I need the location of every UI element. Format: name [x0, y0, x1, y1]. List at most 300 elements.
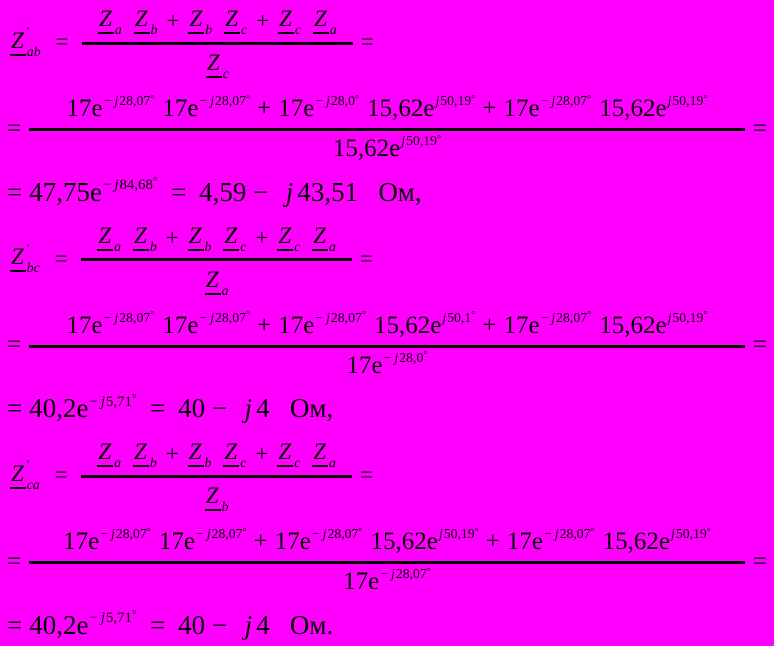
- variable-subscript: c: [240, 22, 248, 38]
- angle-value: 28,07: [119, 93, 151, 109]
- minus-sign: −: [540, 309, 549, 325]
- math-text: =: [48, 245, 74, 271]
- math-text: +: [253, 528, 268, 556]
- degree-mark: °: [703, 93, 708, 105]
- imaginary-unit: j: [114, 309, 119, 325]
- degree-mark: °: [703, 310, 708, 322]
- equation-zab-result: [4, 177, 770, 207]
- euler-base: e: [187, 95, 199, 123]
- exponent: [380, 566, 431, 582]
- magnitude-coefficient: 17: [162, 311, 188, 339]
- impedance-letter: Z: [278, 7, 294, 34]
- math-text: =: [7, 114, 22, 142]
- impedance-letter: Z: [223, 224, 239, 251]
- angle-value: 28,07: [559, 526, 591, 542]
- impedance-letter: Z: [134, 7, 150, 34]
- degree-mark: °: [131, 392, 137, 405]
- impedance-variable: [97, 438, 121, 470]
- minus-sign: −: [103, 309, 112, 325]
- euler-base: e: [303, 311, 315, 339]
- impedance-letter: Z: [98, 7, 114, 34]
- exponent: [196, 526, 247, 542]
- exponent: [89, 610, 136, 627]
- degree-mark: °: [426, 566, 431, 578]
- angle-value: 28,07: [330, 309, 362, 325]
- imaginary-unit: j: [551, 93, 556, 109]
- script-column: [329, 438, 336, 470]
- magnitude-coefficient: 15,62: [367, 95, 424, 123]
- angle-value: 50,19: [672, 309, 704, 325]
- imaginary-unit-symbol: j: [244, 609, 253, 640]
- script-column: [205, 5, 212, 37]
- variable-subscript: b: [149, 455, 157, 471]
- impedance-variable: [313, 5, 337, 37]
- degree-mark: °: [152, 176, 158, 189]
- exponential-term: [367, 95, 475, 123]
- math-text: +: [482, 95, 497, 123]
- exponential-term: [507, 528, 595, 556]
- impedance-letter: Z: [133, 224, 149, 251]
- prime-mark: ′: [26, 457, 30, 473]
- fraction: [29, 311, 745, 380]
- variable-subscript: a: [114, 22, 122, 38]
- math-text: =: [49, 29, 75, 55]
- exponent: [104, 310, 155, 326]
- variable-subscript: a: [329, 22, 337, 38]
- degree-mark: °: [146, 526, 151, 538]
- equation-zbc-expanded: [4, 311, 770, 380]
- magnitude-coefficient: 15,62: [602, 528, 659, 556]
- script-column: [150, 438, 157, 470]
- math-text: =: [752, 331, 767, 359]
- math-text: 4 Ом,: [256, 393, 334, 424]
- magnitude-coefficient: 40,2: [29, 393, 77, 424]
- imaginary-unit: j: [667, 309, 672, 325]
- math-text: =: [752, 114, 767, 142]
- magnitude-coefficient: 40,2: [29, 609, 77, 640]
- magnitude-coefficient: 17: [346, 351, 372, 379]
- impedance-variable: [205, 482, 229, 514]
- exponent: [544, 526, 595, 542]
- script-column: [150, 222, 157, 254]
- impedance-letter: Z: [133, 440, 149, 467]
- minus-sign: −: [311, 526, 320, 542]
- degree-mark: °: [706, 526, 711, 538]
- magnitude-coefficient: 15,62: [599, 95, 656, 123]
- variable-subscript: b: [221, 499, 229, 515]
- impedance-variable: [10, 459, 40, 491]
- exponential-term: [275, 528, 363, 556]
- script-column: [151, 5, 158, 37]
- degree-mark: °: [471, 93, 476, 105]
- script-column: [114, 222, 121, 254]
- variable-subscript: a: [114, 238, 122, 254]
- math-text: 40 −: [178, 393, 241, 424]
- fraction: [81, 437, 352, 513]
- exponential-term: [599, 95, 707, 123]
- fraction-denominator: [29, 131, 745, 163]
- script-column: [241, 5, 247, 37]
- script-column: [205, 222, 212, 254]
- exponent: [671, 526, 711, 542]
- fraction: [82, 4, 353, 80]
- impedance-variable: [224, 5, 247, 37]
- degree-mark: °: [437, 133, 442, 145]
- imaginary-unit: j: [110, 526, 115, 542]
- impedance-letter: Z: [313, 7, 329, 34]
- impedance-letter: Z: [188, 224, 204, 251]
- variable-subscript: c: [240, 238, 247, 254]
- minus-sign: −: [199, 93, 208, 109]
- equation-zca-result: [4, 610, 770, 640]
- exponent: [439, 526, 479, 542]
- magnitude-coefficient: 17: [503, 95, 529, 123]
- math-text: =: [360, 29, 374, 55]
- impedance-variable: [97, 222, 121, 254]
- impedance-letter: Z: [312, 224, 328, 251]
- imaginary-unit: j: [210, 93, 215, 109]
- exponential-term: [66, 309, 155, 340]
- math-text: =: [752, 547, 767, 575]
- degree-mark: °: [587, 310, 592, 322]
- variable-subscript: c: [240, 455, 247, 471]
- magnitude-coefficient: 17: [63, 528, 89, 556]
- script-column: [294, 438, 300, 470]
- exponent: [315, 93, 359, 109]
- euler-base: e: [88, 528, 100, 556]
- exponential-term: [162, 95, 250, 123]
- variable-subscript: b: [150, 22, 158, 38]
- variable-subscript: a: [221, 282, 229, 298]
- math-text: =: [7, 176, 23, 207]
- angle-value: 28,07: [327, 526, 359, 542]
- variable-subscript: b: [204, 238, 212, 254]
- magnitude-coefficient: 17: [278, 311, 304, 339]
- euler-base: e: [655, 311, 667, 339]
- math-text: +: [257, 311, 272, 339]
- angle-value: 28,07: [395, 566, 427, 582]
- degree-mark: °: [358, 526, 363, 538]
- impedance-variable: [223, 222, 246, 254]
- script-column: [222, 482, 229, 514]
- imaginary-unit: j: [114, 177, 119, 194]
- euler-base: e: [187, 311, 199, 339]
- script-column: [240, 438, 246, 470]
- degree-mark: °: [131, 609, 137, 622]
- exponent: [668, 310, 708, 326]
- script-column: [295, 5, 301, 37]
- euler-base: e: [89, 176, 102, 207]
- equation-zca-expanded: [4, 527, 770, 596]
- angle-value: 50,19: [672, 93, 704, 109]
- angle-value: 28,07: [215, 93, 246, 109]
- minus-sign: −: [315, 309, 324, 325]
- exponent: [668, 93, 708, 109]
- exponent: [442, 310, 475, 326]
- fraction-denominator: [81, 478, 352, 514]
- minus-sign: −: [543, 526, 552, 542]
- math-text: 43,51 Ом,: [297, 176, 422, 207]
- variable-subscript: a: [329, 238, 336, 254]
- minus-sign: −: [540, 93, 549, 109]
- exponential-term: [29, 610, 136, 640]
- angle-value: 5,71: [105, 393, 132, 410]
- impedance-letter: Z: [312, 440, 328, 467]
- magnitude-coefficient: 15,62: [370, 528, 427, 556]
- exponential-term: [67, 95, 155, 123]
- euler-base: e: [423, 95, 435, 123]
- euler-base: e: [91, 311, 103, 339]
- fraction-numerator: [82, 4, 353, 45]
- impedance-variable: [133, 222, 157, 254]
- math-text: +: [482, 311, 497, 339]
- impedance-variable: [188, 438, 212, 470]
- degree-mark: °: [423, 350, 428, 362]
- exponential-term: [599, 309, 708, 340]
- math-text: 4 Ом.: [256, 609, 334, 640]
- euler-base: e: [299, 528, 311, 556]
- fraction: [29, 94, 745, 163]
- impedance-letter: Z: [188, 7, 204, 34]
- impedance-letter: Z: [188, 440, 204, 467]
- impedance-letter: Z: [205, 268, 221, 295]
- minus-sign: −: [89, 610, 98, 627]
- impedance-variable: [10, 26, 41, 58]
- math-text: +: [257, 95, 272, 123]
- prime-mark: ′: [26, 240, 30, 256]
- math-text: +: [485, 528, 500, 556]
- impedance-variable: [98, 5, 122, 37]
- math-text: +: [255, 224, 269, 250]
- equation-zca-definition: [4, 437, 770, 513]
- fraction: [81, 221, 352, 297]
- exponential-term: [333, 135, 441, 163]
- exponent: [384, 350, 428, 366]
- imaginary-unit: j: [551, 309, 556, 325]
- equation-zab-expanded: [4, 94, 770, 163]
- fraction-numerator: [29, 311, 745, 348]
- script-column: [27, 26, 41, 58]
- magnitude-coefficient: 17: [66, 311, 92, 339]
- impedance-variable: [312, 222, 336, 254]
- euler-base: e: [91, 95, 103, 123]
- imaginary-unit: j: [671, 526, 675, 542]
- imaginary-unit-symbol: j: [244, 393, 253, 424]
- variable-subscript: b: [205, 22, 213, 38]
- fraction-numerator: [81, 221, 352, 262]
- script-column: [27, 459, 40, 491]
- magnitude-coefficient: 17: [343, 568, 369, 596]
- script-column: [115, 5, 122, 37]
- imaginary-unit: j: [401, 133, 406, 149]
- angle-value: 50,1: [447, 309, 472, 325]
- impedance-variable: [206, 49, 229, 81]
- variable-subscript: c: [294, 238, 301, 254]
- script-column: [205, 438, 212, 470]
- minus-sign: −: [380, 566, 388, 582]
- equation-zbc-definition: [4, 221, 770, 297]
- degree-mark: °: [242, 526, 247, 538]
- math-text: 4,59 −: [199, 176, 282, 207]
- math-text: =: [164, 176, 194, 207]
- degree-mark: °: [474, 526, 479, 538]
- script-column: [222, 265, 229, 297]
- impedance-letter: Z: [277, 224, 293, 251]
- angle-value: 28,07: [211, 526, 243, 542]
- exponent: [401, 133, 441, 149]
- impedance-letter: Z: [10, 29, 26, 56]
- exponential-term: [278, 95, 359, 123]
- imaginary-unit-symbol: j: [285, 176, 294, 207]
- magnitude-coefficient: 47,75: [29, 176, 90, 207]
- exponent: [315, 310, 366, 326]
- math-text: +: [165, 441, 179, 467]
- math-text: =: [7, 609, 23, 640]
- fraction-numerator: [81, 437, 352, 478]
- exponential-term: [159, 528, 247, 556]
- magnitude-coefficient: 15,62: [332, 135, 390, 163]
- euler-base: e: [183, 528, 195, 556]
- variable-subscript: b: [204, 455, 212, 471]
- exponent: [199, 93, 250, 109]
- imaginary-unit: j: [667, 93, 672, 109]
- impedance-variable: [278, 5, 301, 37]
- imaginary-unit: j: [390, 566, 395, 582]
- magnitude-coefficient: 17: [274, 528, 300, 556]
- imaginary-unit: j: [114, 93, 119, 109]
- impedance-letter: Z: [223, 440, 239, 467]
- impedance-variable: [277, 222, 300, 254]
- exponential-term: [346, 349, 428, 380]
- magnitude-coefficient: 15,62: [599, 311, 656, 339]
- math-text: 40 −: [178, 609, 241, 640]
- fraction-numerator: [29, 94, 745, 131]
- fraction-denominator: [29, 348, 745, 380]
- angle-value: 50,19: [406, 133, 437, 149]
- angle-value: 28,07: [215, 309, 246, 325]
- euler-base: e: [368, 568, 380, 596]
- script-column: [294, 222, 300, 254]
- imaginary-unit: j: [554, 526, 559, 542]
- impedance-letter: Z: [277, 440, 293, 467]
- exponential-term: [278, 309, 366, 340]
- equation-zab-definition: [4, 4, 770, 80]
- exponent: [541, 310, 592, 326]
- angle-value: 28,07: [115, 526, 147, 542]
- degree-mark: °: [471, 310, 476, 322]
- impedance-variable: [223, 438, 246, 470]
- impedance-letter: Z: [205, 484, 221, 511]
- angle-value: 28,0: [399, 349, 424, 365]
- impedance-variable: [10, 240, 40, 276]
- exponent: [100, 526, 151, 542]
- angle-value: 50,19: [440, 93, 472, 109]
- magnitude-coefficient: 17: [506, 528, 532, 556]
- minus-sign: −: [102, 177, 112, 194]
- impedance-letter: Z: [206, 51, 222, 78]
- variable-subscript: c: [294, 22, 301, 38]
- prime-mark: ′: [26, 24, 30, 40]
- minus-sign: −: [315, 93, 324, 109]
- variable-subscript: a: [114, 455, 122, 471]
- imaginary-unit: j: [435, 93, 440, 109]
- euler-base: e: [528, 311, 540, 339]
- imaginary-unit: j: [438, 526, 443, 542]
- variable-subscript: c: [294, 455, 301, 471]
- magnitude-coefficient: 17: [158, 528, 184, 556]
- impedance-variable: [277, 438, 300, 470]
- math-text: +: [255, 441, 269, 467]
- variable-subscript: c: [222, 66, 229, 82]
- angle-value: 50,19: [443, 526, 475, 542]
- angle-value: 5,71: [105, 610, 132, 627]
- impedance-letter: Z: [224, 7, 240, 34]
- euler-base: e: [655, 95, 667, 123]
- magnitude-coefficient: 17: [162, 95, 188, 123]
- math-text: =: [7, 331, 22, 359]
- exponential-term: [503, 95, 591, 123]
- euler-base: e: [531, 528, 543, 556]
- degree-mark: °: [590, 526, 595, 538]
- exponential-term: [603, 528, 711, 556]
- variable-subscript: ab: [26, 43, 41, 59]
- minus-sign: −: [383, 349, 392, 365]
- angle-value: 84,68: [119, 177, 153, 194]
- imaginary-unit: j: [442, 309, 447, 325]
- imaginary-unit: j: [210, 309, 215, 325]
- impedance-letter: Z: [10, 462, 26, 489]
- impedance-variable: [188, 222, 212, 254]
- angle-value: 28,0: [330, 93, 355, 109]
- imaginary-unit: j: [206, 526, 211, 542]
- exponent: [89, 394, 136, 411]
- angle-value: 28,07: [556, 309, 588, 325]
- script-column: [114, 438, 121, 470]
- equation-zbc-result: [4, 393, 770, 423]
- impedance-letter: Z: [10, 245, 26, 272]
- euler-base: e: [371, 351, 383, 379]
- exponential-term: [29, 177, 157, 207]
- variable-subscript: bc: [26, 260, 40, 276]
- imaginary-unit: j: [394, 349, 399, 365]
- variable-subscript: ca: [26, 476, 40, 492]
- impedance-letter: Z: [97, 440, 113, 467]
- exponential-term: [503, 309, 592, 340]
- impedance-variable: [188, 5, 212, 37]
- math-text: =: [359, 245, 373, 271]
- euler-base: e: [658, 528, 670, 556]
- angle-value: 50,19: [675, 526, 707, 542]
- imaginary-unit: j: [322, 526, 327, 542]
- impedance-variable: [134, 5, 158, 37]
- degree-mark: °: [587, 93, 592, 105]
- fraction-denominator: [29, 564, 745, 596]
- math-text: +: [256, 7, 270, 33]
- degree-mark: °: [245, 310, 251, 322]
- exponent: [435, 93, 475, 109]
- magnitude-coefficient: 15,62: [373, 311, 431, 339]
- variable-subscript: b: [149, 238, 157, 254]
- euler-base: e: [76, 393, 89, 424]
- script-column: [240, 222, 246, 254]
- imaginary-unit: j: [326, 309, 330, 325]
- euler-base: e: [76, 609, 89, 640]
- math-text: +: [165, 224, 179, 250]
- euler-base: e: [426, 528, 438, 556]
- script-column: [223, 49, 229, 81]
- fraction-numerator: [29, 527, 745, 564]
- exponential-term: [343, 568, 431, 596]
